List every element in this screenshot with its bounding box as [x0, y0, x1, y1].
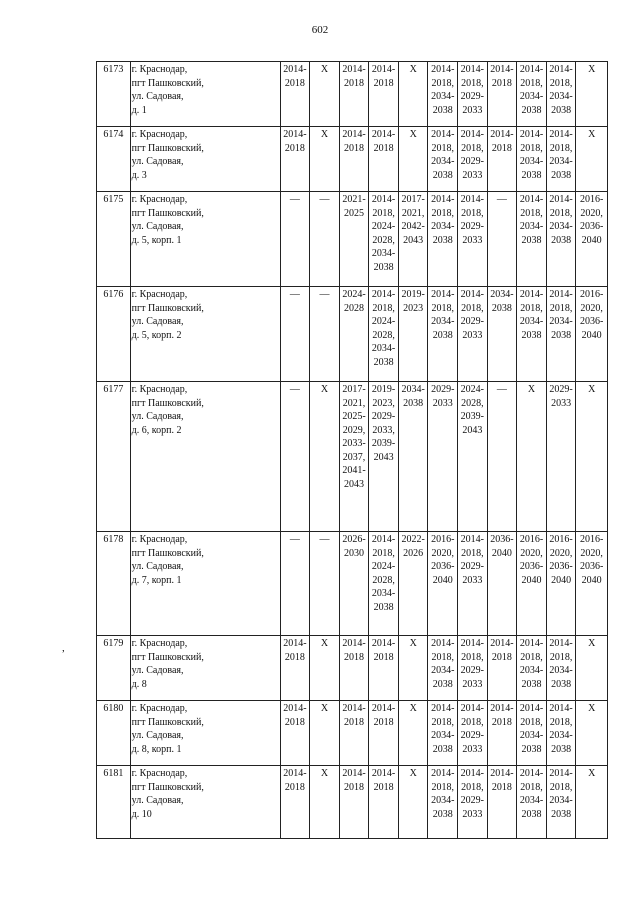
period-cell: X: [398, 701, 428, 766]
period-cell: 2014- 2018, 2034- 2038: [546, 287, 576, 382]
period-cell: X: [576, 382, 608, 532]
period-cell: 2034- 2038: [398, 382, 428, 532]
period-cell: 2014- 2018: [369, 766, 399, 839]
address-line: д. 8, корп. 1: [131, 743, 182, 755]
period-cell: 2014- 2018, 2029- 2033: [458, 532, 488, 636]
address-line: г. Краснодар,: [131, 534, 188, 545]
period-cell: X: [310, 127, 340, 192]
table-row: [97, 127, 608, 192]
address-line: г. Краснодар,: [131, 768, 188, 779]
period-cell: 2014- 2018: [280, 62, 310, 127]
address-line: г. Краснодар,: [131, 703, 188, 714]
period-cell: 2014- 2018, 2029- 2033: [458, 766, 488, 839]
period-cell: 2014- 2018: [369, 127, 399, 192]
period-cell: —: [280, 382, 310, 532]
period-cell: 2014- 2018: [369, 62, 399, 127]
period-cell: 2024- 2028, 2039- 2043: [458, 382, 488, 532]
address-line: ул. Садовая,: [131, 730, 184, 741]
period-cell: 2014- 2018, 2034- 2038: [428, 701, 458, 766]
period-cell: 2014- 2018, 2034- 2038: [428, 636, 458, 701]
period-cell: 2014- 2018: [339, 636, 369, 701]
period-cell: 2014- 2018, 2034- 2038: [517, 62, 547, 127]
table-row: [97, 62, 608, 127]
address-line: ул. Садовая,: [131, 221, 184, 232]
period-cell: 2014- 2018, 2034- 2038: [428, 62, 458, 127]
period-cell: 2014- 2018, 2034- 2038: [428, 766, 458, 839]
address-line: г. Краснодар,: [131, 129, 188, 140]
address-line: пгт Пашковский,: [131, 207, 204, 219]
period-cell: 2014- 2018: [280, 636, 310, 701]
period-cell: X: [576, 766, 608, 839]
address-line: ул. Садовая,: [131, 156, 184, 167]
period-cell: 2014- 2018: [339, 701, 369, 766]
address-line: д. 8: [131, 678, 147, 690]
period-cell: 2014- 2018, 2024- 2028, 2034- 2038: [369, 532, 399, 636]
address-line: г. Краснодар,: [131, 638, 188, 649]
period-cell: 2014- 2018: [339, 62, 369, 127]
period-cell: 2014- 2018, 2034- 2038: [517, 701, 547, 766]
period-cell: 2014- 2018, 2034- 2038: [517, 287, 547, 382]
period-cell: 2014- 2018, 2034- 2038: [546, 636, 576, 701]
period-cell: 2014- 2018, 2029- 2033: [458, 62, 488, 127]
row-number: 6176: [97, 287, 131, 382]
address-line: д. 5, корп. 1: [131, 234, 182, 246]
period-cell: 2014- 2018, 2034- 2038: [546, 192, 576, 287]
address-line: пгт Пашковский,: [131, 547, 204, 559]
address-line: пгт Пашковский,: [131, 302, 204, 314]
period-cell: —: [280, 192, 310, 287]
period-cell: —: [280, 532, 310, 636]
period-cell: 2014- 2018: [369, 701, 399, 766]
row-number: 6174: [97, 127, 131, 192]
period-cell: X: [576, 701, 608, 766]
period-cell: X: [310, 62, 340, 127]
period-cell: 2014- 2018: [280, 701, 310, 766]
period-cell: X: [310, 766, 340, 839]
address-line: д. 3: [131, 169, 147, 181]
row-number: 6181: [97, 766, 131, 839]
period-cell: 2014- 2018, 2024- 2028, 2034- 2038: [369, 192, 399, 287]
period-cell: 2016- 2020, 2036- 2040: [517, 532, 547, 636]
address-line: ул. Садовая,: [131, 561, 184, 572]
address-cell: [130, 532, 280, 636]
period-cell: 2014- 2018, 2034- 2038: [517, 192, 547, 287]
period-cell: 2021- 2025: [339, 192, 369, 287]
address-cell: [130, 287, 280, 382]
address-line: пгт Пашковский,: [131, 716, 204, 728]
table-row: [97, 192, 608, 287]
period-cell: 2036- 2040: [487, 532, 517, 636]
period-cell: 2014- 2018, 2034- 2038: [546, 62, 576, 127]
row-number: 6177: [97, 382, 131, 532]
period-cell: 2014- 2018: [487, 766, 517, 839]
period-cell: 2014- 2018, 2029- 2033: [458, 701, 488, 766]
period-cell: 2016- 2020, 2036- 2040: [576, 192, 608, 287]
margin-mark: ,: [62, 642, 65, 654]
period-cell: 2014- 2018: [280, 766, 310, 839]
period-cell: 2014- 2018, 2034- 2038: [546, 127, 576, 192]
address-line: г. Краснодар,: [131, 64, 188, 75]
period-cell: X: [310, 701, 340, 766]
address-line: ул. Садовая,: [131, 411, 184, 422]
period-cell: X: [576, 62, 608, 127]
address-line: ул. Садовая,: [131, 91, 184, 102]
period-cell: 2014- 2018, 2029- 2033: [458, 636, 488, 701]
period-cell: X: [517, 382, 547, 532]
registry-table: [96, 61, 608, 839]
address-cell: [130, 192, 280, 287]
period-cell: X: [310, 382, 340, 532]
period-cell: 2019- 2023: [398, 287, 428, 382]
period-cell: 2016- 2020, 2036- 2040: [576, 532, 608, 636]
address-line: ул. Садовая,: [131, 316, 184, 327]
address-cell: [130, 701, 280, 766]
period-cell: X: [576, 127, 608, 192]
address-line: ул. Садовая,: [131, 795, 184, 806]
period-cell: 2016- 2020, 2036- 2040: [428, 532, 458, 636]
period-cell: 2014- 2018, 2034- 2038: [428, 192, 458, 287]
period-cell: 2026- 2030: [339, 532, 369, 636]
address-line: г. Краснодар,: [131, 194, 188, 205]
period-cell: —: [310, 287, 340, 382]
period-cell: 2016- 2020, 2036- 2040: [576, 287, 608, 382]
period-cell: 2016- 2020, 2036- 2040: [546, 532, 576, 636]
address-line: д. 5, корп. 2: [131, 329, 182, 341]
period-cell: 2029- 2033: [546, 382, 576, 532]
period-cell: 2014- 2018, 2024- 2028, 2034- 2038: [369, 287, 399, 382]
row-number: 6180: [97, 701, 131, 766]
table-row: [97, 382, 608, 532]
period-cell: 2034- 2038: [487, 287, 517, 382]
period-cell: 2014- 2018, 2034- 2038: [546, 766, 576, 839]
period-cell: 2024- 2028: [339, 287, 369, 382]
address-cell: [130, 127, 280, 192]
period-cell: 2014- 2018, 2029- 2033: [458, 127, 488, 192]
address-cell: [130, 62, 280, 127]
address-line: д. 7, корп. 1: [131, 574, 182, 586]
address-cell: [130, 636, 280, 701]
period-cell: 2014- 2018, 2029- 2033: [458, 287, 488, 382]
period-cell: X: [398, 62, 428, 127]
address-line: пгт Пашковский,: [131, 781, 204, 793]
address-line: д. 1: [131, 104, 147, 116]
address-cell: [130, 382, 280, 532]
period-cell: 2014- 2018, 2029- 2033: [458, 192, 488, 287]
period-cell: 2014- 2018, 2034- 2038: [517, 636, 547, 701]
period-cell: —: [280, 287, 310, 382]
row-number: 6179: [97, 636, 131, 701]
period-cell: —: [487, 192, 517, 287]
address-line: д. 6, корп. 2: [131, 424, 182, 436]
address-line: д. 10: [131, 808, 152, 820]
address-line: ул. Садовая,: [131, 665, 184, 676]
address-cell: [130, 766, 280, 839]
period-cell: 2014- 2018: [339, 766, 369, 839]
period-cell: 2014- 2018: [487, 701, 517, 766]
period-cell: 2014- 2018: [487, 62, 517, 127]
table-row: [97, 287, 608, 382]
period-cell: 2014- 2018: [487, 636, 517, 701]
table-row: [97, 636, 608, 701]
period-cell: 2014- 2018, 2034- 2038: [546, 701, 576, 766]
row-number: 6178: [97, 532, 131, 636]
period-cell: X: [398, 127, 428, 192]
period-cell: 2019- 2023, 2029- 2033, 2039- 2043: [369, 382, 399, 532]
address-line: пгт Пашковский,: [131, 397, 204, 409]
period-cell: X: [398, 636, 428, 701]
period-cell: 2014- 2018, 2034- 2038: [428, 127, 458, 192]
period-cell: 2017- 2021, 2042- 2043: [398, 192, 428, 287]
page-number: 602: [311, 24, 329, 36]
period-cell: 2014- 2018: [487, 127, 517, 192]
period-cell: 2014- 2018, 2034- 2038: [517, 127, 547, 192]
row-number: 6175: [97, 192, 131, 287]
period-cell: 2014- 2018, 2034- 2038: [428, 287, 458, 382]
address-line: пгт Пашковский,: [131, 77, 204, 89]
period-cell: 2014- 2018: [369, 636, 399, 701]
table-row: [97, 532, 608, 636]
table-row: [97, 701, 608, 766]
address-line: г. Краснодар,: [131, 289, 188, 300]
period-cell: X: [576, 636, 608, 701]
period-cell: 2014- 2018: [280, 127, 310, 192]
row-number: 6173: [97, 62, 131, 127]
period-cell: 2014- 2018, 2034- 2038: [517, 766, 547, 839]
period-cell: —: [310, 192, 340, 287]
period-cell: X: [398, 766, 428, 839]
period-cell: X: [310, 636, 340, 701]
period-cell: 2014- 2018: [339, 127, 369, 192]
address-line: пгт Пашковский,: [131, 142, 204, 154]
table-row: [97, 766, 608, 839]
period-cell: 2017- 2021, 2025- 2029, 2033- 2037, 2041- 2043: [339, 382, 369, 532]
period-cell: —: [487, 382, 517, 532]
period-cell: —: [310, 532, 340, 636]
period-cell: 2029- 2033: [428, 382, 458, 532]
address-line: пгт Пашковский,: [131, 651, 204, 663]
address-line: г. Краснодар,: [131, 384, 188, 395]
period-cell: 2022- 2026: [398, 532, 428, 636]
